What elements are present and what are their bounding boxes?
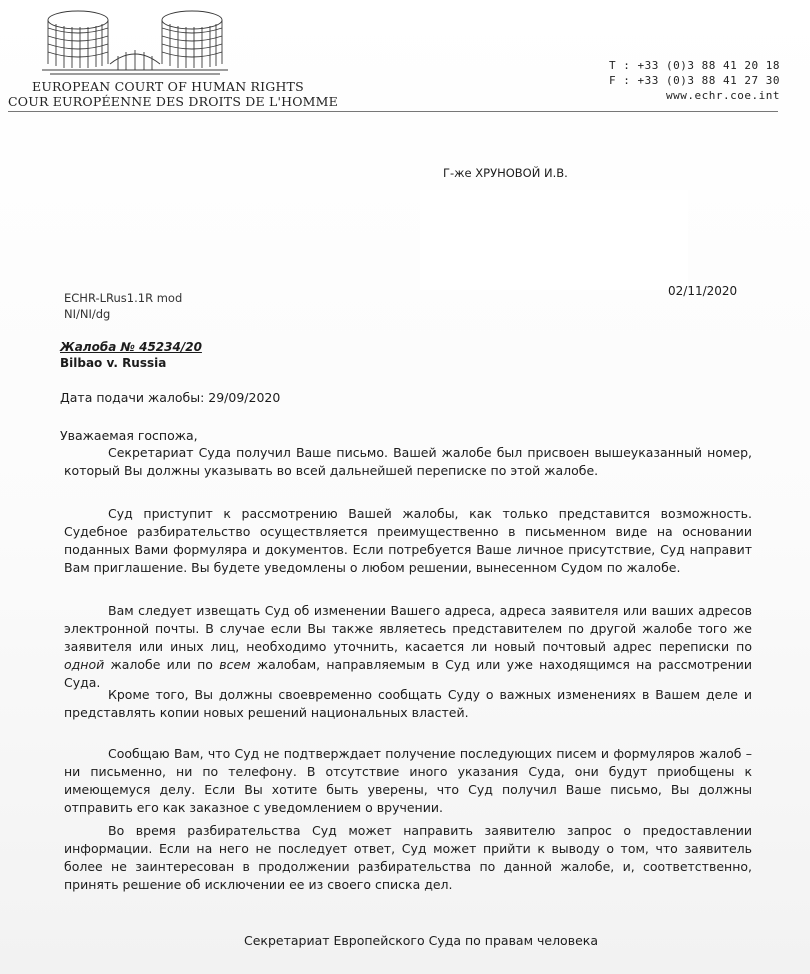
phone-number: T : +33 (0)3 88 41 20 18 [609,59,780,72]
paragraph-2: Суд приступит к рассмотрению Вашей жалобы, как только представится возможность. Судебное разбирательство осуществляется преимущественно в письменном виде на основании поданных Вами формуляра и документов. Если потребуется Ваше личное присутствие, Суд направит Вам приглашение. Вы будете уведомлены о любом решении, вынесенном Судом по жалобе. [64,506,752,575]
addressee-name: Г-же ХРУНОВОЙ И.В. [443,166,568,180]
redaction-box [420,190,688,290]
filing-date: Дата подачи жалобы: 29/09/2020 [60,390,281,405]
header-divider [8,111,778,112]
paragraph-4: Кроме того, Вы должны своевременно сообщать Суду о важных изменениях в Вашем деле и представлять копии новых решений национальных властей. [64,687,752,720]
paragraph-5: Сообщаю Вам, что Суд не подтверждает получение последующих писем и формуляров жалоб – ни письменно, ни по телефону. В отсутствие иного указания Суда, они будут приобщены к имеющемуся делу. Если Вы хотите быть уверены, что Суд получил Ваше письмо, Вы должны отправить его как заказное с уведомлением о вручении. [64,746,752,815]
paragraph-1: Секретариат Суда получил Ваше письмо. Вашей жалобе был присвоен вышеуказанный номер, который Вы должны указывать во всей дальнейшей переписке по этой жалобе. [64,445,752,478]
reference-code: ECHR-LRus1.1R mod [64,291,183,305]
court-name-english: EUROPEAN COURT OF HUMAN RIGHTS [32,79,304,94]
letter-date: 02/11/2020 [668,284,738,298]
emphasized-word: всем [219,657,251,672]
emphasized-word: одной [64,657,105,672]
fax-number: F : +33 (0)3 88 41 27 30 [609,74,780,87]
reference-initials: NI/NI/dg [64,307,111,321]
court-name-french: COUR EUROPÉENNE DES DROITS DE L'HOMME [8,94,338,109]
contact-block [609,58,780,103]
reference-block [64,290,182,322]
paragraph-3: Вам следует извещать Суд об изменении Вашего адреса, адреса заявителя или ваших адресов электронной почты. В случае если Вы также являетесь представителем по другой жалобе того же заявителя или иных лиц, необходимо уточнить, касается ли новый почтовый адрес переписки по одной жалобе или по всем жалобам, направляемым в Суд или уже находящимся на рассмотрении Суда. [64,603,752,690]
case-number: Жалоба № 45234/20 [60,340,202,354]
case-name: Bilbao v. Russia [60,356,167,370]
court-building-logo-icon [40,6,230,86]
paragraph-6: Во время разбирательства Суд может направить заявителю запрос о предоставлении информации. Если на него не последует ответ, Суд может прийти к выводу о том, что заявитель более не заинтересован в продолжении разбирательства по данной жалобе, и, соответственно, принять решение об исключении ее из своего списка дел. [64,823,752,892]
case-block [60,339,202,371]
signoff: Секретариат Европейского Суда по правам человека [244,933,598,948]
greeting: Уважаемая госпожа, [60,428,198,443]
website-link[interactable]: www.echr.coe.int [666,89,780,102]
